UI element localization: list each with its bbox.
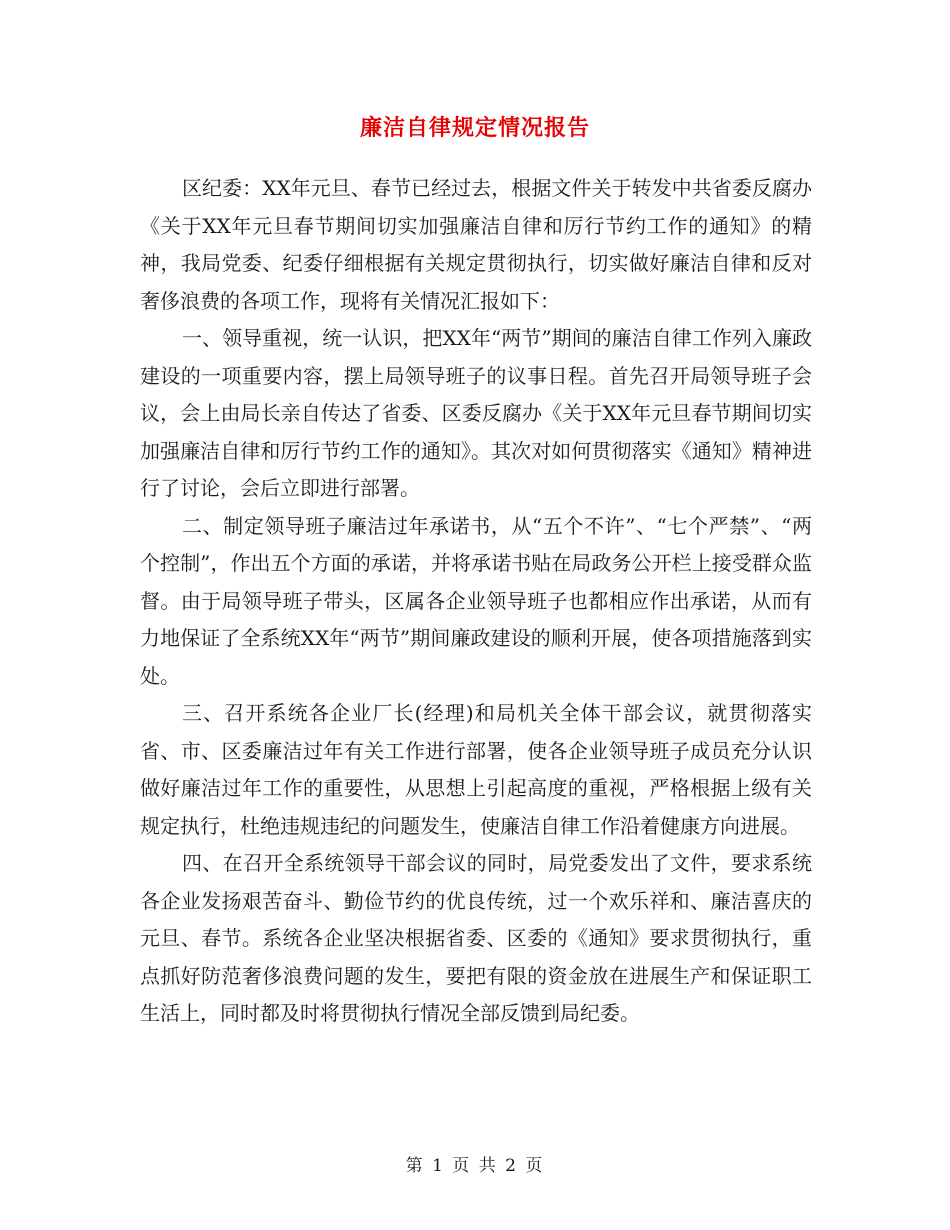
document-title: 廉洁自律规定情况报告 bbox=[359, 115, 590, 141]
page-number-footer: 第 1 页 共 2 页 bbox=[405, 1156, 545, 1176]
paragraph-section-2: 二、制定领导班子廉洁过年承诺书，从“五个不许”、“七个严禁”、“两个控制”，作出五个方面的承诺，并将承诺书贴在局政务公开栏上接受群众监督。由于局领导班子带头，区属各企业领导班子也都相应作出承诺，从而有力地保证了全系统XX年“两节”期间廉政建设的顺利开展，使各项措施落到实处。 bbox=[140, 513, 812, 688]
paragraph-section-3: 三、召开系统各企业厂长(经理)和局机关全体干部会议，就贯彻落实省、市、区委廉洁过年有关工作进行部署，使各企业领导班子成员充分认识做好廉洁过年工作的重要性，从思想上引起高度的重视，严格根据上级有关规定执行，杜绝违规违纪的问题发生，使廉洁自律工作沿着健康方向进展。 bbox=[140, 701, 812, 838]
paragraph-intro: 区纪委：XX年元旦、春节已经过去，根据文件关于转发中共省委反腐办《关于XX年元旦春节期间切实加强廉洁自律和厉行节约工作的通知》的精神，我局党委、纪委仔细根据有关规定贯彻执行，切实做好廉洁自律和反对奢侈浪费的各项工作，现将有关情况汇报如下： bbox=[140, 176, 812, 313]
paragraph-section-1: 一、领导重视，统一认识，把XX年“两节”期间的廉洁自律工作列入廉政建设的一项重要内容，摆上局领导班子的议事日程。首先召开局领导班子会议，会上由局长亲自传达了省委、区委反腐办《关于XX年元旦春节期间切实加强廉洁自律和厉行节约工作的通知》。其次对如何贯彻落实《通知》精神进行了讨论，会后立即进行部署。 bbox=[140, 326, 812, 500]
paragraph-section-4: 四、在召开全系统领导干部会议的同时，局党委发出了文件，要求系统各企业发扬艰苦奋斗、勤俭节约的优良传统，过一个欢乐祥和、廉洁喜庆的元旦、春节。系统各企业坚决根据省委、区委的《通知》要求贯彻执行，重点抓好防范奢侈浪费问题的发生，要把有限的资金放在进展生产和保证职工生活上，同时都及时将贯彻执行情况全部反馈到局纪委。 bbox=[140, 851, 812, 1025]
document-body bbox=[140, 170, 812, 1033]
